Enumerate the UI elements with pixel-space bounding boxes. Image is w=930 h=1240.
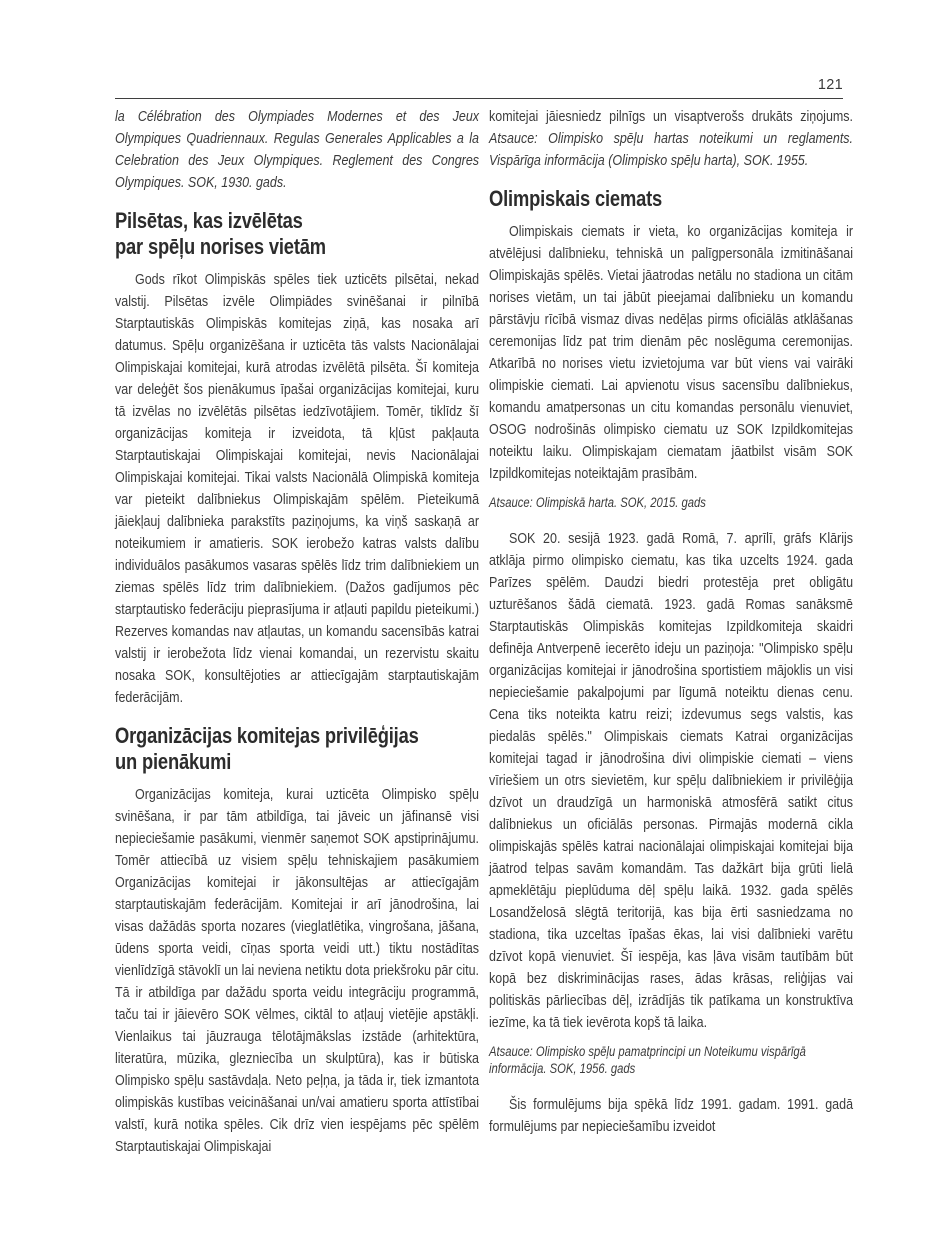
village-body-paragraph-3: Šis formulējums bija spēkā līdz 1991. gadam. 1991. gadā formulējums par nepieciešamību izveidot xyxy=(489,1095,854,1135)
village-body-paragraph-1: Olimpiskais ciemats ir vieta, ko organizācijas komiteja ir atvēlējusi dalībnieku, tehniskā un palīgpersonāla izmitināšanai Olimpiskajās spēlēs. Vietai jāatrodas netālu no stadiona un citām norises vietām, un tai jābūt pieejamai dalībnieku un komandu pārstāvju rīcībā vismaz divas nedēļas pirms oficiālās atklāšanas ceremonijas līdz pat trim dienām pēc noslēguma ceremonijas. Atkarībā no norises vietu izvietojuma var būt viens vai vairāki olimpiskie ciemati. Lai apvienotu visus sacensību dalībniekus, komandu amatpersonas un citu komandas personālu vienuviet, OSOG nodrošinās olimpisko ciematu uz SOK Izpildkomitejas noteiktu laiku. Olimpiskajam ciematam jāatbilst visām SOK Izpildkomitejas noteiktajām prasībām. xyxy=(489,223,854,482)
heading-line: Organizācijas komitejas privilēģijas xyxy=(115,723,419,748)
cities-body-paragraph: Gods rīkot Olimpiskās spēles tiek uzticēts pilsētai, nekad valstij. Pilsētas izvēle Olimpiādes svinēšanai ir pilnībā Starptautiskās Olimpiskās komitejas ziņā, kas nosaka arī datumus. Spēļu organizēšana ir uzticēta tās valsts Nacionālajai Olimpiskajai komitejai, kurā atrodas izvēlētā pilsēta. Šī komiteja var deleģēt šos pienākumus īpašai organizācijas komitejai, kuru tā izvēlas no izvēlētās pilsētas iedzīvotājiem. Tomēr, tiklīdz šī organizācijas komiteja ir izveidota, tā kļūst pakļauta Starptautiskajai Olimpiskajai komitejai, nevis Nacionālajai Olimpiskajai komitejai. Tikai valsts Nacionālā Olimpiskā komiteja var pieteikt dalībniekus Olimpiskajām spēlēm. Pieteikumā jāiekļauj dalībnieka parakstīts paziņojums, ka viņš saskaņā ar noteikumiem ir amatieris. SOK ierobežo katras valsts dalību individuālos pasākumos vasaras spēlēs līdz trim dalībniekiem un ziemas spēlēs līdz trim dalībniekiem. (Dažos gadījumos pēc starptautisko federāciju pieprasījuma ir atļauti papildu pieteikumi.) Rezerves komandas nav atļautas, un komandu sacensībās katrai valstij ir ierobežota līdz vienai komandai, un rezervistu skaitu nosaka SOK, konsultējoties ar attiecīgajām starptautiskajām federācijām. xyxy=(115,271,480,706)
left-column xyxy=(115,106,479,1158)
reference-note-1: Atsauce: Olimpiskā harta. SOK, 2015. gads xyxy=(489,495,706,510)
heading-line: un pienākumi xyxy=(115,749,232,774)
heading-line: Pilsētas, kas izvēlētas xyxy=(115,208,303,233)
heading-line: par spēļu norises vietām xyxy=(115,234,326,259)
page-number: 121 xyxy=(817,77,843,93)
village-body-paragraph-2: SOK 20. sesijā 1923. gadā Romā, 7. aprīlī, grāfs Klārijs atklāja pirmo olimpisko ciematu, kas tika uzcelts 1924. gada Parīzes spēlēm. Daudzi biedri protestēja pret obligātu uzturēšanos šādā ciematā. 1923. gadā Romas sanāksmē Starptautiskās Olimpiskās komitejas Izpildkomiteja skaidri definēja Antverpenē iecerēto ideju un paziņoja: "Olimpisko spēļu organizācijas komitejai ir jānodrošina sportistiem mājoklis un visi nepieciešamie pakalpojumi par līgumā noteiktu dienas cenu. Cena tiks noteikta katru reizi; izdevumus segs valstis, kas piedalās spēlēs." Olimpiskais ciemats Katrai organizācijas komitejai tagad ir jānodrošina divi olimpiskie ciemati – viens vīriešiem un otrs sievietēm, kur spēļu dalībniekiem ir privilēģija dzīvot un draudzīgā un harmoniskā atmosfērā satikt citus dalībniekus un oficiālās personas. Pirmajās modernā cikla olimpiskajās spēlēs katrai nacionālajai olimpiskajai komitejai bija jāatrod telpas savām komandām. Tas dažkārt bija grūti lielā apmeklētāju pieplūduma dēļ spēļu laikā. 1932. gada spēlēs Losandželosā slēgtā teritorijā, kas bija ērti sasniedzama no stadiona, tika uzceltas īpašas ēkas, lai visi dalībnieki varētu dzīvot kopā vienuviet. Šī iespēja, kas ļāva visām tautībām būt kopā bez diskriminācijas rases, ādas krāsas, reliģijas vai politiskās pārliecības dēļ, izrādījās tik patīkama un konstruktīva iezīme, ka tā tiek ievērota kopš tā laika. xyxy=(489,529,854,1031)
intro-citation: la Célébration des Olympiades Modernes et des Jeux Olympiques Quadriennaux. Regulas Generales Applicables a la Celebration des Jeux Olympiques. Reglement des Congres Olympiques. SOK, 1930. gads. xyxy=(115,108,480,191)
section-heading-cities xyxy=(115,208,479,260)
section-heading-committee xyxy=(115,723,479,775)
reference-note-2: Atsauce: Olimpisko spēļu pamatprincipi un Noteikumu vispārīgā informācija. SOK, 1956. gads xyxy=(489,1043,806,1076)
inline-reference-note: Atsauce: Olimpisko spēļu hartas noteikumi un reglaments. Vispārīga informācija (Olimpisko spēļu harta), SOK. 1955. xyxy=(489,130,854,169)
committee-body-paragraph: Organizācijas komiteja, kurai uzticēta Olimpisko spēļu svinēšana, ir par tām atbildīga, tai jāveic un jāfinansē visi nepieciešamie pasākumi, vienmēr saņemot SOK apstiprinājumu. Tomēr attiecībā uz visiem spēļu tehniskajiem pasākumiem Organizācijas komitejai ir jākonsultējas ar attiecīgajām starptautiskajām federācijām. Komitejai ir arī jānodrošina, lai visas dažādās sporta nozares (vieglatlētika, vingrošana, jāšana, ūdens sporta veidi, cīņas sporta veidi utt.) tiktu nostādītas vienlīdzīgā stāvoklī un lai neviena netiktu dota priekšroku pār citu. Tā ir atbildīga par dažādu sporta veidu integrāciju programmā, taču tai ir jāievēro SOK vēlmes, ciktāl to atļauj vietējie apstākļi. Vienlaikus tai jāuzrauga tēlotājmākslas izstāde (arhitektūra, literatūra, mūzika, glezniecība un skulptūra), kas ir būtiska Olimpisko spēļu sastāvdaļa. Neto peļņa, ja tāda ir, tiek izmantota olimpiskās kustības veicināšanai un/vai amatieru sporta attīstībai valstī, kurā notika spēles. Cik drīz vien iespējams pēc spēlēm Starptautiskajai Olimpiskajai xyxy=(115,786,480,1155)
section-heading-village: Olimpiskais ciemats xyxy=(489,186,663,211)
right-column xyxy=(489,106,853,1138)
header-rule xyxy=(115,98,843,99)
continuation-paragraph xyxy=(489,106,853,172)
continuation-text: komitejai jāiesniedz pilnīgs un visaptverošs drukāts ziņojums. xyxy=(489,108,854,125)
